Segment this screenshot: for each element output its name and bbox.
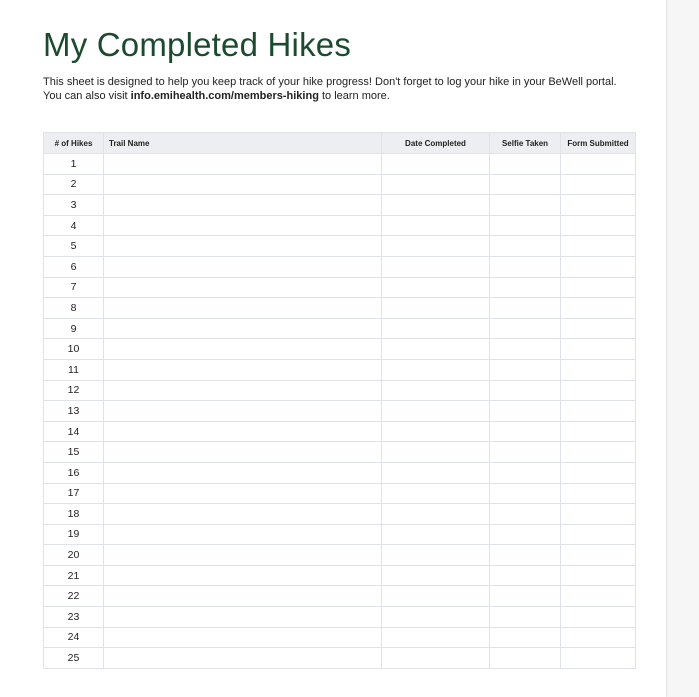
form-submitted-cell[interactable] [561,380,636,401]
hike-number-cell: 17 [44,483,104,504]
date-completed-cell[interactable] [382,298,490,319]
selfie-taken-cell[interactable] [490,607,561,628]
selfie-taken-cell[interactable] [490,318,561,339]
form-submitted-cell[interactable] [561,648,636,669]
form-submitted-cell[interactable] [561,442,636,463]
trail-name-cell[interactable] [104,462,382,483]
form-submitted-cell[interactable] [561,401,636,422]
selfie-taken-cell[interactable] [490,236,561,257]
hike-number-cell: 4 [44,215,104,236]
hike-number-cell: 24 [44,627,104,648]
date-completed-cell[interactable] [382,524,490,545]
table-row [44,401,636,422]
table-row [44,627,636,648]
table-row [44,380,636,401]
trail-name-cell[interactable] [104,483,382,504]
trail-name-cell[interactable] [104,277,382,298]
table-row [44,524,636,545]
hike-number-cell: 19 [44,524,104,545]
selfie-taken-cell[interactable] [490,359,561,380]
members-hiking-link[interactable]: info.emihealth.com/members-hiking [130,90,319,102]
form-submitted-cell[interactable] [561,627,636,648]
table-row [44,545,636,566]
hike-number-cell: 12 [44,380,104,401]
form-submitted-cell[interactable] [561,462,636,483]
hike-number-cell: 11 [44,359,104,380]
table-row [44,256,636,277]
selfie-taken-cell[interactable] [490,154,561,175]
page-title: My Completed Hikes [43,26,352,63]
selfie-taken-cell[interactable] [490,401,561,422]
hike-number-cell: 22 [44,586,104,607]
date-completed-cell[interactable] [382,195,490,216]
selfie-taken-cell[interactable] [490,256,561,277]
form-submitted-cell[interactable] [561,195,636,216]
trail-name-cell[interactable] [104,442,382,463]
table-row [44,483,636,504]
table-row [44,565,636,586]
hike-number-cell: 25 [44,648,104,669]
table-row [44,298,636,319]
date-completed-cell[interactable] [382,483,490,504]
hike-number-cell: 10 [44,339,104,360]
form-submitted-cell[interactable] [561,236,636,257]
date-completed-cell[interactable] [382,318,490,339]
selfie-taken-cell[interactable] [490,462,561,483]
selfie-taken-cell[interactable] [490,215,561,236]
trail-name-cell[interactable] [104,565,382,586]
date-completed-cell[interactable] [382,442,490,463]
selfie-taken-cell[interactable] [490,524,561,545]
trail-name-cell[interactable] [104,401,382,422]
table-row [44,318,636,339]
table-row [44,215,636,236]
selfie-taken-cell[interactable] [490,504,561,525]
form-submitted-cell[interactable] [561,586,636,607]
date-completed-cell[interactable] [382,545,490,566]
date-completed-cell[interactable] [382,627,490,648]
trail-name-cell[interactable] [104,215,382,236]
hike-number-cell: 1 [44,154,104,175]
date-completed-cell[interactable] [382,607,490,628]
table-row [44,154,636,175]
hike-number-cell: 13 [44,401,104,422]
table-body [44,154,636,669]
trail-name-cell[interactable] [104,586,382,607]
selfie-taken-cell[interactable] [490,442,561,463]
form-submitted-cell[interactable] [561,524,636,545]
selfie-taken-cell[interactable] [490,421,561,442]
date-completed-cell[interactable] [382,236,490,257]
header-form-submitted: Form Submitted [561,133,636,154]
date-completed-cell[interactable] [382,359,490,380]
table-row [44,607,636,628]
date-completed-cell[interactable] [382,565,490,586]
form-submitted-cell[interactable] [561,483,636,504]
trail-name-cell[interactable] [104,607,382,628]
date-completed-cell[interactable] [382,277,490,298]
hike-number-cell: 5 [44,236,104,257]
trail-name-cell[interactable] [104,421,382,442]
hike-number-cell: 18 [44,504,104,525]
form-submitted-cell[interactable] [561,174,636,195]
trail-name-cell[interactable] [104,236,382,257]
form-submitted-cell[interactable] [561,359,636,380]
date-completed-cell[interactable] [382,421,490,442]
date-completed-cell[interactable] [382,401,490,422]
header-trail-name: Trail Name [104,133,382,154]
table-row [44,174,636,195]
date-completed-cell[interactable] [382,504,490,525]
selfie-taken-cell[interactable] [490,565,561,586]
form-submitted-cell[interactable] [561,298,636,319]
date-completed-cell[interactable] [382,586,490,607]
header-num-hikes: # of Hikes [44,133,104,154]
form-submitted-cell[interactable] [561,318,636,339]
hike-number-cell: 23 [44,607,104,628]
form-submitted-cell[interactable] [561,256,636,277]
header-date-completed: Date Completed [382,133,490,154]
date-completed-cell[interactable] [382,215,490,236]
table-row [44,504,636,525]
intro-paragraph [43,75,633,103]
table-row [44,586,636,607]
selfie-taken-cell[interactable] [490,298,561,319]
form-submitted-cell[interactable] [561,421,636,442]
trail-name-cell[interactable] [104,195,382,216]
trail-name-cell[interactable] [104,339,382,360]
table-row [44,195,636,216]
intro-text-end: to learn more. [318,90,390,102]
form-submitted-cell[interactable] [561,565,636,586]
date-completed-cell[interactable] [382,462,490,483]
selfie-taken-cell[interactable] [490,483,561,504]
hike-number-cell: 21 [44,565,104,586]
table-row [44,421,636,442]
trail-name-cell[interactable] [104,524,382,545]
selfie-taken-cell[interactable] [490,339,561,360]
trail-name-cell[interactable] [104,504,382,525]
form-submitted-cell[interactable] [561,504,636,525]
form-submitted-cell[interactable] [561,339,636,360]
selfie-taken-cell[interactable] [490,586,561,607]
hike-number-cell: 3 [44,195,104,216]
date-completed-cell[interactable] [382,256,490,277]
table-header-row [44,133,636,154]
form-submitted-cell[interactable] [561,607,636,628]
selfie-taken-cell[interactable] [490,195,561,216]
selfie-taken-cell[interactable] [490,627,561,648]
trail-name-cell[interactable] [104,627,382,648]
table-row [44,277,636,298]
form-submitted-cell[interactable] [561,277,636,298]
date-completed-cell[interactable] [382,380,490,401]
header-selfie-taken: Selfie Taken [490,133,561,154]
form-submitted-cell[interactable] [561,545,636,566]
trail-name-cell[interactable] [104,648,382,669]
hike-number-cell: 7 [44,277,104,298]
hike-number-cell: 8 [44,298,104,319]
trail-name-cell[interactable] [104,256,382,277]
hike-log-table [43,132,636,669]
form-submitted-cell[interactable] [561,215,636,236]
table-row [44,339,636,360]
trail-name-cell[interactable] [104,545,382,566]
hike-number-cell: 2 [44,174,104,195]
form-submitted-cell[interactable] [561,154,636,175]
trail-name-cell[interactable] [104,318,382,339]
selfie-taken-cell[interactable] [490,380,561,401]
date-completed-cell[interactable] [382,648,490,669]
table-row [44,442,636,463]
trail-name-cell[interactable] [104,154,382,175]
hike-number-cell: 15 [44,442,104,463]
hike-number-cell: 14 [44,421,104,442]
trail-name-cell[interactable] [104,359,382,380]
table-row [44,236,636,257]
table-row [44,462,636,483]
selfie-taken-cell[interactable] [490,277,561,298]
hike-number-cell: 20 [44,545,104,566]
trail-name-cell[interactable] [104,380,382,401]
intro-text: This sheet is designed to help you keep track of your hike progress! Don't forget to log your hike in your BeWell portal. You can also visit [43,76,617,102]
trail-name-cell[interactable] [104,298,382,319]
date-completed-cell[interactable] [382,339,490,360]
selfie-taken-cell[interactable] [490,174,561,195]
selfie-taken-cell[interactable] [490,545,561,566]
date-completed-cell[interactable] [382,174,490,195]
table-row [44,648,636,669]
hike-number-cell: 16 [44,462,104,483]
hike-number-cell: 6 [44,256,104,277]
trail-name-cell[interactable] [104,174,382,195]
selfie-taken-cell[interactable] [490,648,561,669]
hike-number-cell: 9 [44,318,104,339]
table-row [44,359,636,380]
date-completed-cell[interactable] [382,154,490,175]
